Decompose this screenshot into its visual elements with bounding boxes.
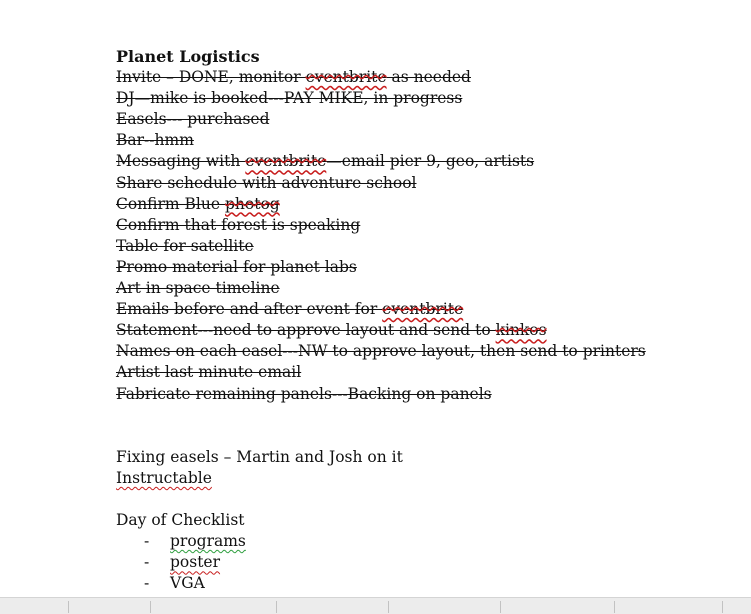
- task-easels: Easels--- purchased: [116, 110, 270, 129]
- checklist-item: - programs: [116, 531, 746, 552]
- blank-line: [116, 489, 746, 510]
- note-instructable: Instructable: [116, 468, 212, 487]
- task-confirm-photog: Confirm Blue photog: [116, 194, 280, 213]
- status-bar-divider: [388, 601, 389, 613]
- status-bar-divider: [150, 601, 151, 613]
- task-artist-email: Artist last minute email: [116, 363, 302, 382]
- blank-line: [116, 426, 746, 447]
- task-fabricate-panels: Fabricate remaining panels---Backing on panels: [116, 384, 492, 403]
- task-messaging: Messaging with eventbrite—email pier 9, geo, artists: [116, 152, 535, 171]
- bullet-dash: -: [144, 553, 150, 572]
- task-confirm-forest: Confirm that forest is speaking: [116, 215, 361, 234]
- blank-line: [116, 405, 746, 426]
- task-invite: Invite – DONE, monitor eventbrite as needed: [116, 68, 471, 87]
- task-table-satellite: Table for satellite: [116, 236, 254, 255]
- status-bar-divider: [500, 601, 501, 613]
- bullet-dash: -: [144, 574, 150, 593]
- task-art-timeline: Art in space timeline: [116, 279, 280, 298]
- bullet-dash: -: [144, 532, 150, 551]
- task-dj: DJ—mike is booked---PAY MIKE, in progress: [116, 89, 463, 108]
- document-body: [116, 46, 746, 594]
- task-promo-material: Promo material for planet labs: [116, 257, 357, 276]
- status-bar-divider: [68, 601, 69, 613]
- checklist: [116, 531, 746, 594]
- status-bar-divider: [276, 601, 277, 613]
- status-bar: [0, 597, 751, 614]
- document-title: Planet Logistics: [116, 47, 260, 66]
- task-bar: Bar--hmm: [116, 131, 194, 150]
- task-statement: Statement---need to approve layout and send to kinkos: [116, 321, 547, 340]
- status-bar-divider: [722, 601, 723, 613]
- status-bar-divider: [614, 601, 615, 613]
- task-share-schedule: Share schedule with adventure school: [116, 173, 417, 192]
- checklist-heading: Day of Checklist: [116, 511, 245, 530]
- checklist-item: - VGA: [116, 573, 746, 594]
- checklist-item: - poster: [116, 552, 746, 573]
- task-emails: Emails before and after event for eventbrite: [116, 300, 464, 319]
- task-names-easel: Names on each easel---NW to approve layout, then send to printers: [116, 342, 646, 361]
- note-fixing-easels: Fixing easels – Martin and Josh on it: [116, 447, 403, 466]
